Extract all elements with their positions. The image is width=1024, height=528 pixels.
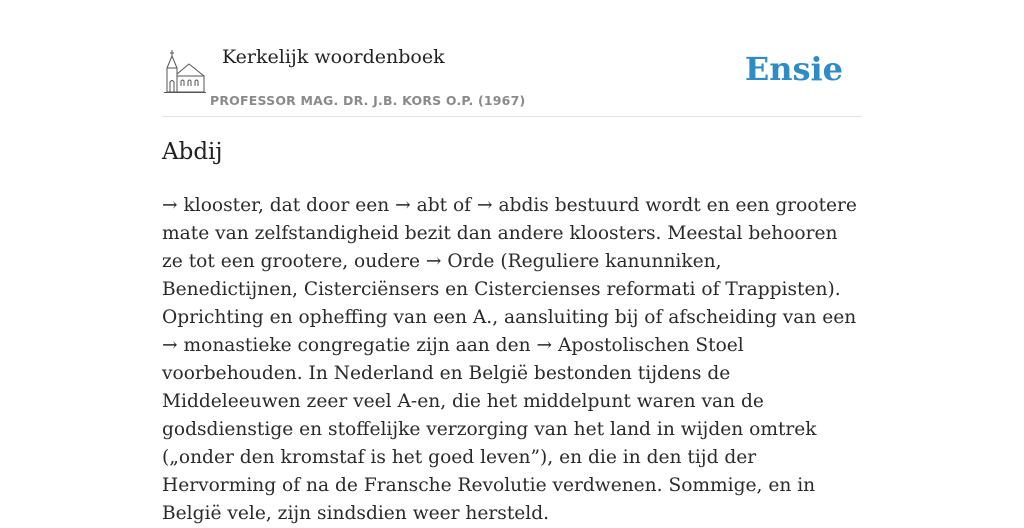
book-title[interactable]: Kerkelijk woordenboek bbox=[222, 46, 445, 68]
entry-body: → klooster, dat door een → abt of → abdis bestuurd wordt en een grootere mate van zelfstandigheid bezit dan andere kloosters. Meestal behooren ze tot een grootere, oudere → Orde (Reguliere kanunniken, Benedictijnen, Cisterciënsers en Cistercienses reformati of Trappisten). Oprichting en opheffing van een A., aansluiting bij of afscheiding van een → monastieke congregatie zijn aan den → Apostolischen Stoel voorbehouden. In Nederland en België bestonden tijdens de Middeleeuwen zeer veel A-en, die het middelpunt waren van de godsdienstige en stoffelijke verzorging van het land in wijden omtrek („onder den kromstaf is het goed leven”), en die in den tijd der Hervorming of na de Fransche Revolutie verdwenen. Sommige, en in België vele, zijn sindsdien weer hersteld. bbox=[162, 195, 857, 524]
author-credit: PROFESSOR MAG. DR. J.B. KORS O.P. (1967) bbox=[210, 93, 526, 108]
page bbox=[162, 0, 862, 524]
entry-title: Abdij bbox=[162, 139, 223, 165]
brand-logo[interactable]: Ensie bbox=[744, 50, 843, 88]
church-icon[interactable] bbox=[162, 48, 208, 96]
dictionary-header bbox=[162, 0, 862, 117]
